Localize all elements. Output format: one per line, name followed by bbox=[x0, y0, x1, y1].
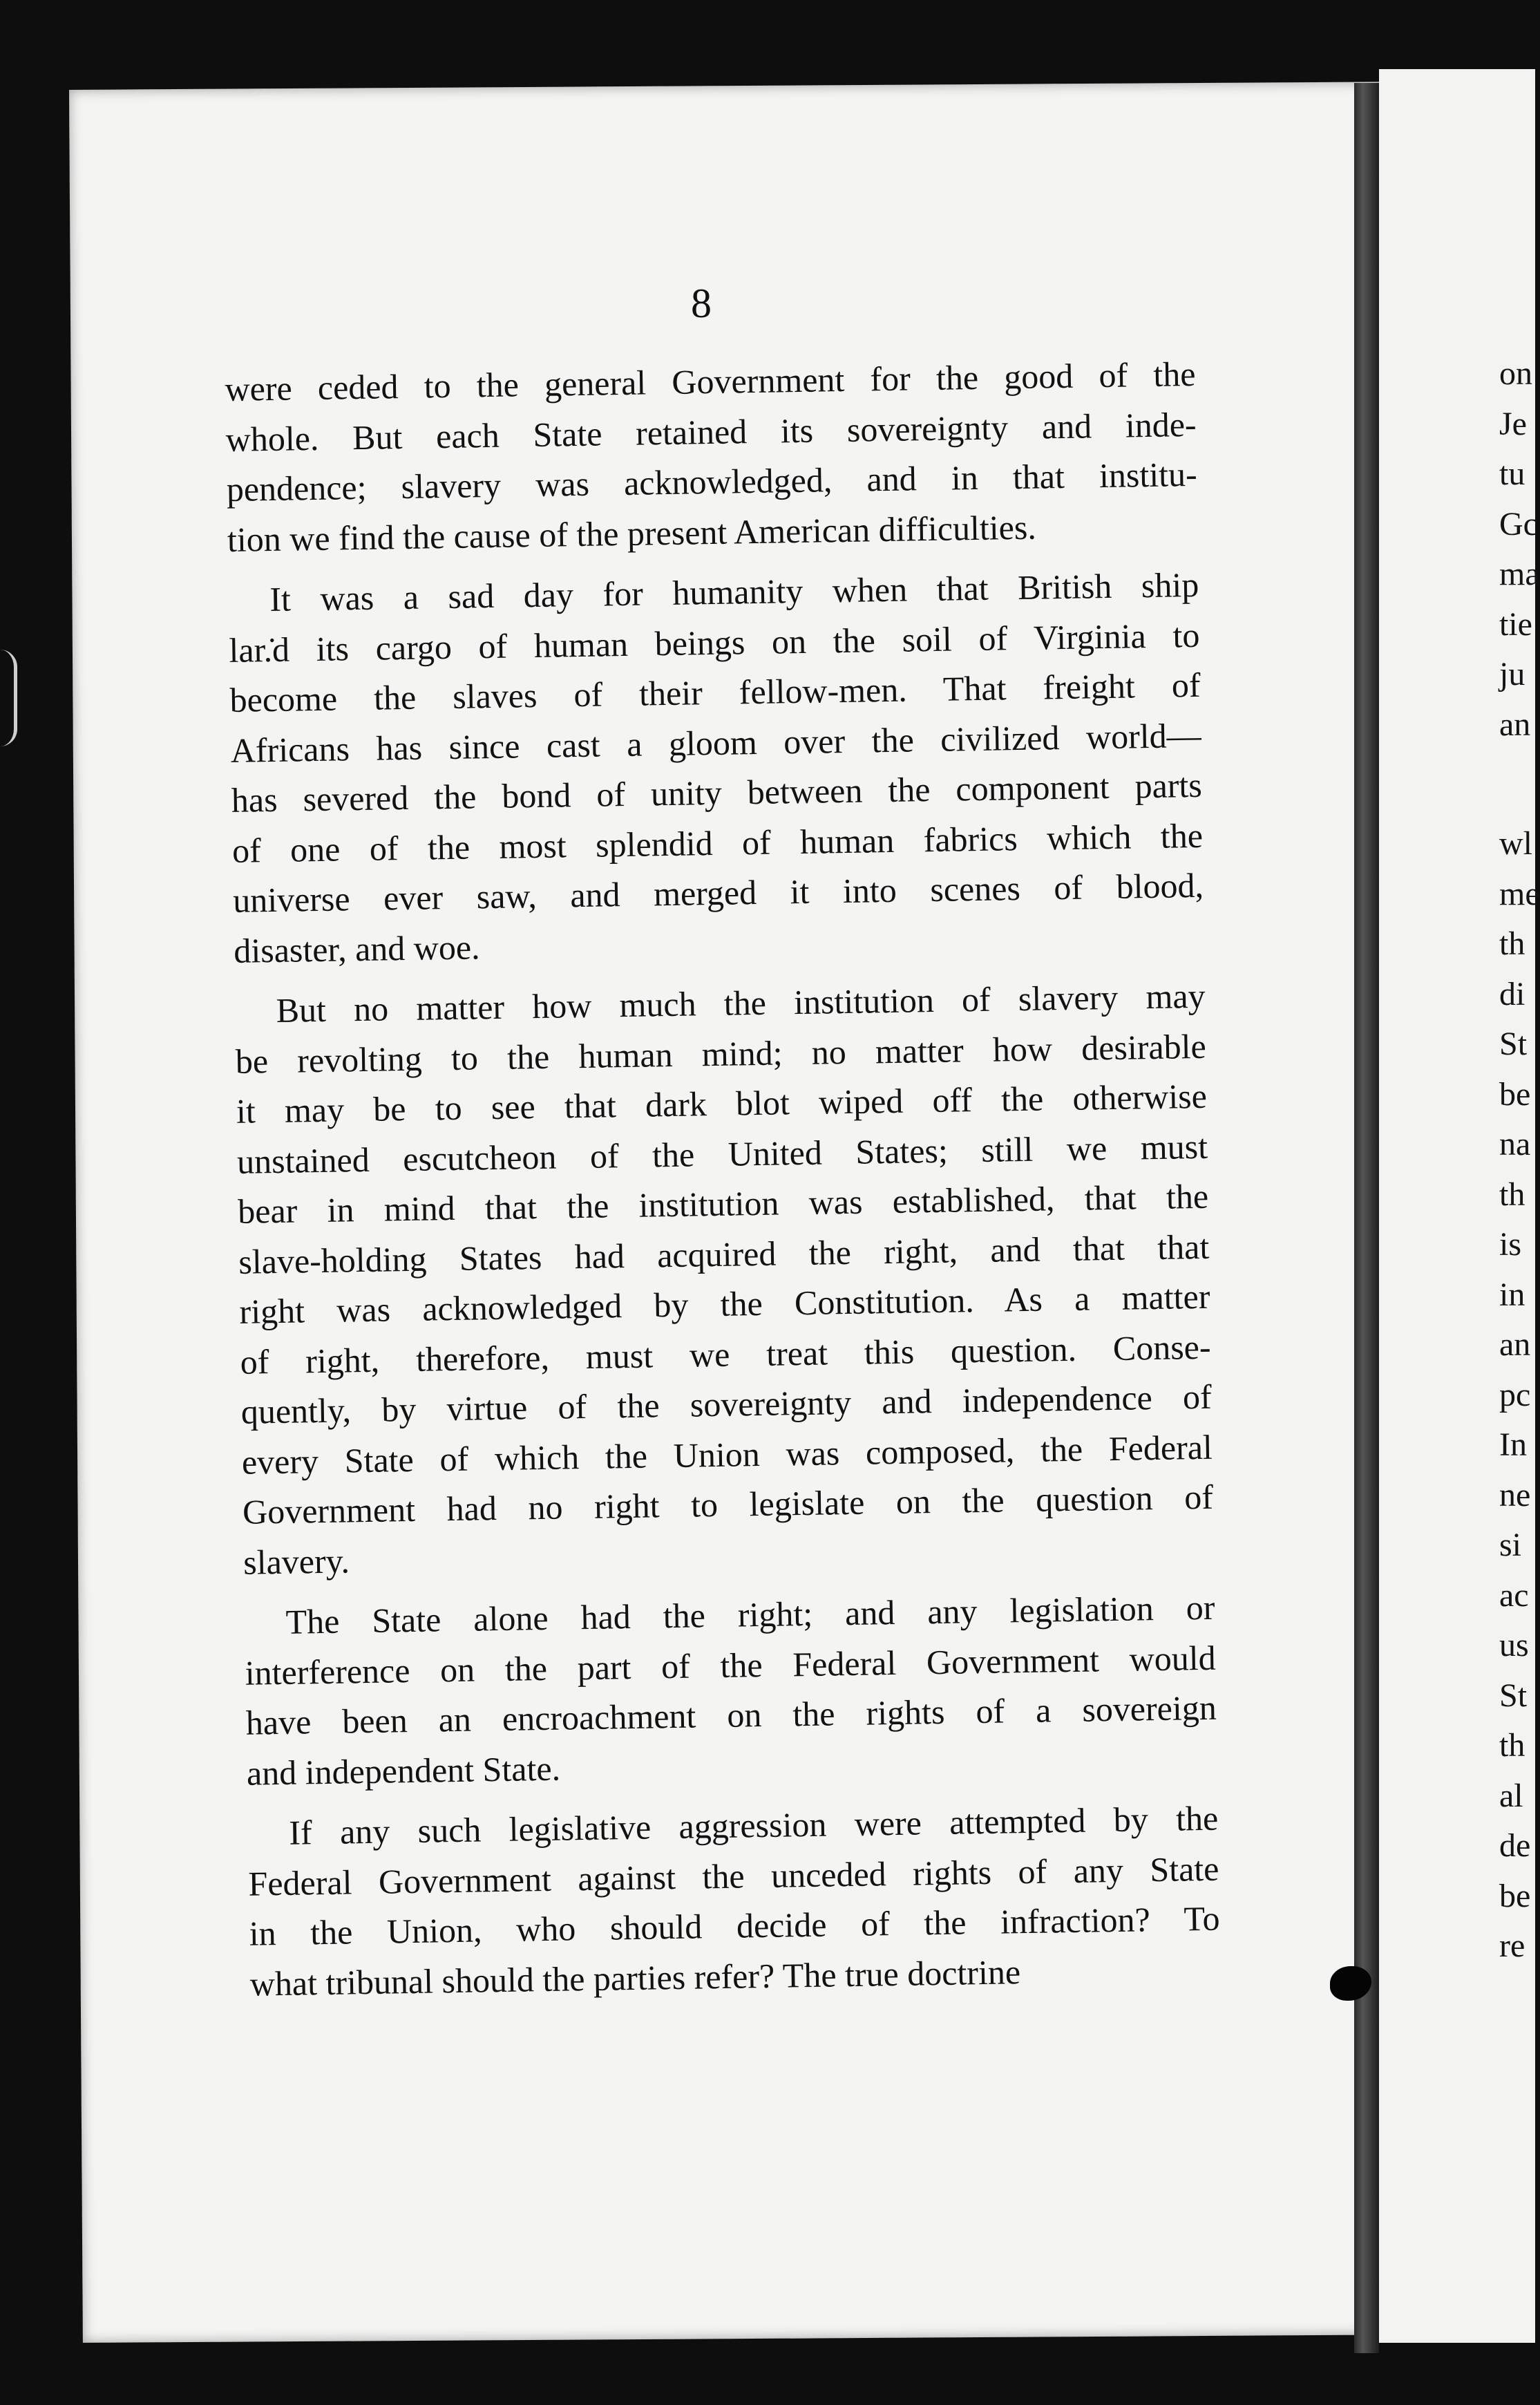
right-page-fragment: Gc bbox=[1499, 505, 1538, 543]
right-page-fragment: de bbox=[1499, 1827, 1531, 1864]
right-page-fragment: di bbox=[1499, 975, 1525, 1012]
body-text bbox=[225, 349, 1221, 2019]
text-line: whole. But each State retained its sovereignty and inde- bbox=[225, 404, 1197, 459]
text-line: disaster, and woe. bbox=[233, 927, 480, 970]
text-line: has severed the bond of unity between the component parts bbox=[231, 765, 1203, 820]
text-line: pendence; slavery was acknowledged, and in that institu- bbox=[226, 454, 1198, 509]
text-line: of right, therefore, must we treat this question. Conse- bbox=[240, 1327, 1211, 1381]
right-page-fragment: ne bbox=[1499, 1476, 1531, 1513]
text-line: unstained escutcheon of the United States; still we must bbox=[236, 1126, 1208, 1181]
right-page-fragment: in bbox=[1499, 1276, 1525, 1313]
right-page-fragment: tu bbox=[1499, 455, 1525, 492]
text-line: It was a sad day for humanity when that British ship bbox=[269, 565, 1199, 619]
text-line: and independent State. bbox=[246, 1748, 561, 1793]
text-line: bear in mind that the institution was established, that the bbox=[237, 1176, 1209, 1231]
right-page-fragment: an bbox=[1499, 706, 1531, 743]
right-page-fragment: al bbox=[1499, 1777, 1523, 1814]
right-page-fragment: us bbox=[1499, 1627, 1529, 1663]
right-page-fragment: re bbox=[1499, 1927, 1525, 1964]
right-page-fragment: ju bbox=[1499, 656, 1525, 692]
right-page-fragment: ac bbox=[1499, 1576, 1529, 1614]
paragraph bbox=[225, 349, 1198, 565]
text-line: right was acknowledged by the Constitution. As a matter bbox=[239, 1276, 1210, 1331]
right-page-fragment: th bbox=[1499, 1176, 1525, 1213]
paragraph bbox=[228, 560, 1205, 976]
right-page-fragment: si bbox=[1499, 1527, 1522, 1563]
text-line: slave-holding States had acquired the right, and that that bbox=[238, 1227, 1210, 1281]
text-line: If any such legislative aggression were attempted by the bbox=[288, 1798, 1219, 1852]
right-page-fragment: th bbox=[1499, 925, 1525, 962]
text-line: have been an encroachment on the rights of a sovereign bbox=[245, 1688, 1217, 1742]
text-line: universe ever saw, and merged it into scenes of blood, bbox=[232, 865, 1204, 920]
page-number: 8 bbox=[691, 281, 712, 326]
text-line: Government had no right to legislate on the question of bbox=[242, 1477, 1214, 1531]
right-page-fragment: on bbox=[1499, 355, 1532, 392]
book-gutter bbox=[1354, 83, 1379, 2353]
text-line: be revolting to the human mind; no matter how desirable bbox=[235, 1026, 1207, 1081]
paragraph bbox=[247, 1793, 1221, 2009]
text-line: Africans has since cast a gloom over the civilized world— bbox=[230, 715, 1202, 770]
right-page-fragment: St bbox=[1499, 1026, 1528, 1062]
right-page-fragment: St bbox=[1499, 1677, 1528, 1714]
text-line: interference on the part of the Federal Government would bbox=[245, 1638, 1217, 1692]
right-page-fragment: na bbox=[1499, 1126, 1531, 1162]
text-line: it may be to see that dark blot wiped off the otherwise bbox=[236, 1076, 1208, 1131]
text-line: become the slaves of their fellow-men. That freight of bbox=[229, 665, 1201, 719]
right-page-fragment: an bbox=[1499, 1326, 1531, 1363]
paragraph bbox=[234, 971, 1214, 1587]
text-line: But no matter how much the institution of slavery may bbox=[276, 976, 1206, 1030]
text-line: lar.̇d its cargo of human beings on the soil of Virginia to bbox=[229, 615, 1200, 670]
right-page-fragment: In bbox=[1499, 1426, 1527, 1463]
right-page-fragment: me bbox=[1499, 875, 1540, 912]
right-page-fragment: Je bbox=[1499, 405, 1527, 442]
text-line: tion we find the cause of the present American difficulties. bbox=[227, 507, 1037, 559]
text-line: slavery. bbox=[243, 1540, 350, 1582]
right-page-fragment: is bbox=[1499, 1226, 1522, 1263]
text-line: were ceded to the general Government for the good of the bbox=[225, 354, 1196, 408]
text-line: every State of which the Union was composed, the Federal bbox=[241, 1427, 1213, 1482]
right-page-fragment: wl bbox=[1499, 825, 1532, 862]
right-page-fragment: ma bbox=[1499, 556, 1540, 592]
right-page-fragment: be bbox=[1499, 1075, 1531, 1113]
right-page-fragment: pc bbox=[1499, 1376, 1531, 1413]
paragraph-gap bbox=[1499, 750, 1535, 819]
right-page-text-fragments bbox=[1499, 349, 1540, 1972]
text-line: quently, by virtue of the sovereignty and independence of bbox=[240, 1377, 1213, 1431]
text-line: The State alone had the right; and any legislation or bbox=[285, 1587, 1215, 1641]
text-line: of one of the most splendid of human fabrics which the bbox=[231, 815, 1204, 870]
text-line: Federal Government against the unceded rights of any State bbox=[248, 1849, 1219, 1903]
right-page-fragment: be bbox=[1499, 1877, 1531, 1914]
right-page-fragment: th bbox=[1499, 1727, 1525, 1764]
paragraph bbox=[244, 1583, 1217, 1798]
left-edge-mark bbox=[0, 650, 17, 746]
text-line: what tribunal should the parties refer? The true doctrine bbox=[249, 1952, 1021, 2003]
right-page-fragment: tie bbox=[1499, 605, 1532, 643]
text-line: in the Union, who should decide of the infraction? To bbox=[249, 1898, 1220, 1953]
